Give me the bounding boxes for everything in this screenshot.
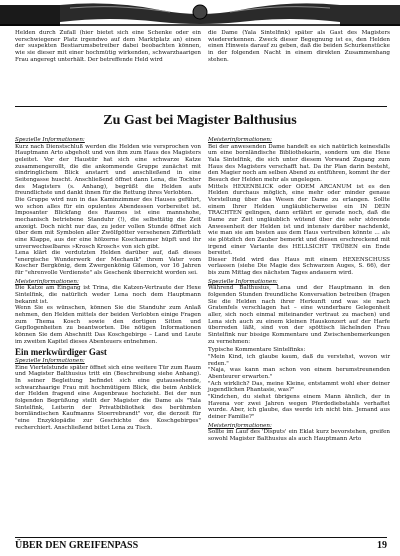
- quote: "Mein Kind, ich glaube kaum, daß du verstehst, wovon wir reden.": [208, 354, 390, 367]
- heading-master-info: Meisterinformationen:: [208, 422, 272, 429]
- heading-special-info: Spezielle Informationen:: [15, 137, 85, 143]
- heading-master-info: Meisterinformationen:: [15, 278, 79, 285]
- top-left-text: Helden durch Zufall (hier bietet sich eine Schenke oder ein verschwiegener Platz irgendwo auf dem Marktplatz an) einen der suspekten Bestiarumsbetreiber dabei beobachten können, wie sie dieser mit einer hochmütig wirkenden, schwarzhaarigen Frau angeregt unterhält. Der betreffende Held wird: [15, 30, 201, 63]
- paragraph: Lena klärt die verdutzten Helden darüber auf, daß dieses "energische Wunderwerk der Mechanik" ihrem Vater vom Koscher Bergkönig, dem Zwergenkönig Gilemon, vor 16 Jahren für "ehrenvolle Verdienste" als Geschenk überreicht worden sei.: [15, 250, 201, 277]
- quote: "Kindchen, du siehst übrigens einem Mann ähnlich, der in Havena vor zwei Jahren wegen Pferdediebstahls verhaftet wurde. Aber, ich glaube, das werde ich nicht bin. Jemand aus deiner Familie?": [208, 393, 390, 420]
- quote: "Naja, was kann man schon von einem herumstreunenden Abenteurer erwarten.": [208, 367, 390, 380]
- subsection-heading: Ein merkwürdiger Gast: [15, 347, 107, 358]
- heading-special-info: Spezielle Informationen:: [15, 358, 85, 364]
- main-right-column: [208, 135, 390, 443]
- top-right-text: die Dame (Yala Sintelfink) später als Gast des Magisters wiedererkennen. Zweck dieser Begegnung ist es, den Helden einen Hinweis darauf zu geben, daß die beiden Schurkenstücke in der folgenden Nacht in einem direkten Zusammenhang stehen.: [208, 30, 390, 63]
- divider-bottom: [15, 537, 387, 538]
- paragraph: Sollte im Lauf des 'Disputs' ein Eklat kurz bevorstehen, greifen sowohl Magister Balthusius als auch Hauptmann Arto: [208, 429, 390, 442]
- top-right-column: [208, 30, 390, 63]
- paragraph: Wenn Sie es wünschen, können Sie die Standuhr zum Anlaß nehmen, den Helden mittels der beiden Verlobten einige Fragen zum Thema Kosch sowie den dortigen Sitten und Gepflogenheiten zu beantworten. Die nötigen Informationen können Sie dem Abschnitt Das Koschgebirge – Land und Leute im zweiten Kapitel dieses Abenteuers entnehmen.: [15, 305, 201, 345]
- paragraph: Bei der anwesenden Dame handelt es sich natürlich keinesfalls um eine bornländische Bibliothekarin, sondern um die Hexe Yala Sintelfink, die sich unter diesem Vorwand Zugang zum Haus des Magisters verschafft hat. Da ihr Plan darin besteht, den Magier noch am selben Abend zu entführen, kommt ihr der Besuch der Helden mehr als ungelegen.: [208, 143, 390, 183]
- paragraph: Mittels HEXENBLICK oder ODEM ARCANUM ist es den Helden durchaus möglich, eine mehr oder minder genaue Vorstellung über das Wesen der Dame zu erlangen. Sollte einem Ihrer Helden ungläublicherweise ein IN DEIN TRACHTEN gelingen, dann erfährt er gerade noch, daß die Dame zur Zeit ungläublich wütend über die sehr störende Anwesenheit der Helden ist und intensiv darüber nachdenkt, wie man sie am besten aus dem Haus vertreiben könnte ... als sie plötzlich den Zauber bemerkt und diesen erschreckend mit irgend einer Variante des HELLSICHT TRÜBEN ein Ende bereitet.: [208, 183, 390, 257]
- paragraph: Eine Viertelstunde später öffnet sich eine weitere Tür zum Raum und Magister Balthusius tritt ein (Beschreibung siehe Anhang). In seiner Begleitung befindet sich eine gutaussehende, schwarzhaarige Frau mit hochmütigem Blick, die beim Anblick der Helden fragend eine Augenbraue hochzieht. Bei der nun folgenden Begrüßung stellt der Magister die Dame als "Yala Sintelfink, Leiterin der Privatbibliothek des berühmten bornländischen Kaufmanns Stoerrebrandt" vor, die derzeit für "eine Enzyklopädie zur Geschichte des Koschgebirges" recherchiert. Anschließend bittet Lena zu Tisch.: [15, 364, 201, 431]
- quote: "Ach wirklich? Das, meine Kleine, entstammt wohl eher deiner jugendlichen Phantasie, was?": [208, 380, 390, 394]
- section-title: Zu Gast bei Magister Balthusius: [103, 113, 297, 128]
- divider-top: [15, 106, 387, 107]
- decorative-banner: [0, 0, 400, 26]
- paragraph: Dieser Held wird das Haus mit einem HEXENSCHUSS verlassen (siehe Die Magie des Schwarzen Auges, S. 66), der bis zum Mittag des nächsten Tages andauern wird.: [208, 256, 390, 277]
- paragraph: Kurz nach Dienstschluß werden die Helden wie versprochen von Hauptmann Arto abgeholt und von ihm zum Haus des Magisters geleitet. Vor der Haustür hat sich eine schwarze Katze zusammengerollt, die die ankommende Gruppe zunächst mit eindringlichem Blick anstarrt und anschließend in eine Seitengasse huscht. Anschließend öffnet dann Lena, die Tochter des Magisters (s. Anhang), begrüßt die Helden aufs freundlichste und dankt ihnen für die Rettung ihres Verlobten.: [15, 143, 201, 197]
- heading-master-info: Meisterinformationen:: [208, 137, 272, 143]
- paragraph: Die Gruppe wird nun in das Kaminzimmer des Hauses geführt, wo schon alles für ein opulentes Abendessen vorbereitet ist. Imposanter Blickfang des Raumes ist eine mannshohe, mechanisch betriebene Standuhr (!), die selbsttätig die Zeit anzeigt. Doch nicht nur das, zu jeder vollen Stunde öffnet sich über dem mit Symbolen aller Zwölfgötter versehenen Zifferblatt eine Klappe, aus der eine hölzerne Koschammer hüpft und ihr unverwechselbares »Krosch Krosch« von sich gibt.: [15, 196, 201, 250]
- paragraph: Während Balthusius, Lena und der Hauptmann in den folgenden Stunden freundliche Konversation betreiben (fragen Sie die Helden nach ihrer Herkunft und was sie nach Gratenfels verschlagen hat – eine wunderbare Gelegenheit aller, sich noch einmal miteinander vertraut zu machen) und Lena sich auch zu einem kleinen Hauskonzert auf der Harfe überreden läßt, sind von der spöttisch lächelnden Frau Sintelfink nur bissige Kommentare und Zwischenbemerkungen zu vernehmen:: [208, 285, 390, 345]
- book-title: ÜBER DEN GREIFENPASS: [15, 540, 139, 551]
- paragraph: Die Katze am Eingang ist Trina, die Katzen-Vertraute der Hexe Sintelfink, die natürlich weder Lena noch dem Hauptmann bekannt ist.: [15, 285, 201, 305]
- page-footer: [15, 540, 387, 551]
- quotes-heading: Typische Kommentare Sintelfinks:: [208, 347, 306, 354]
- top-left-column: [15, 30, 201, 63]
- main-left-column: [15, 135, 201, 431]
- page-number: 19: [377, 540, 387, 551]
- heading-special-info: Spezielle Informationen:: [208, 278, 278, 285]
